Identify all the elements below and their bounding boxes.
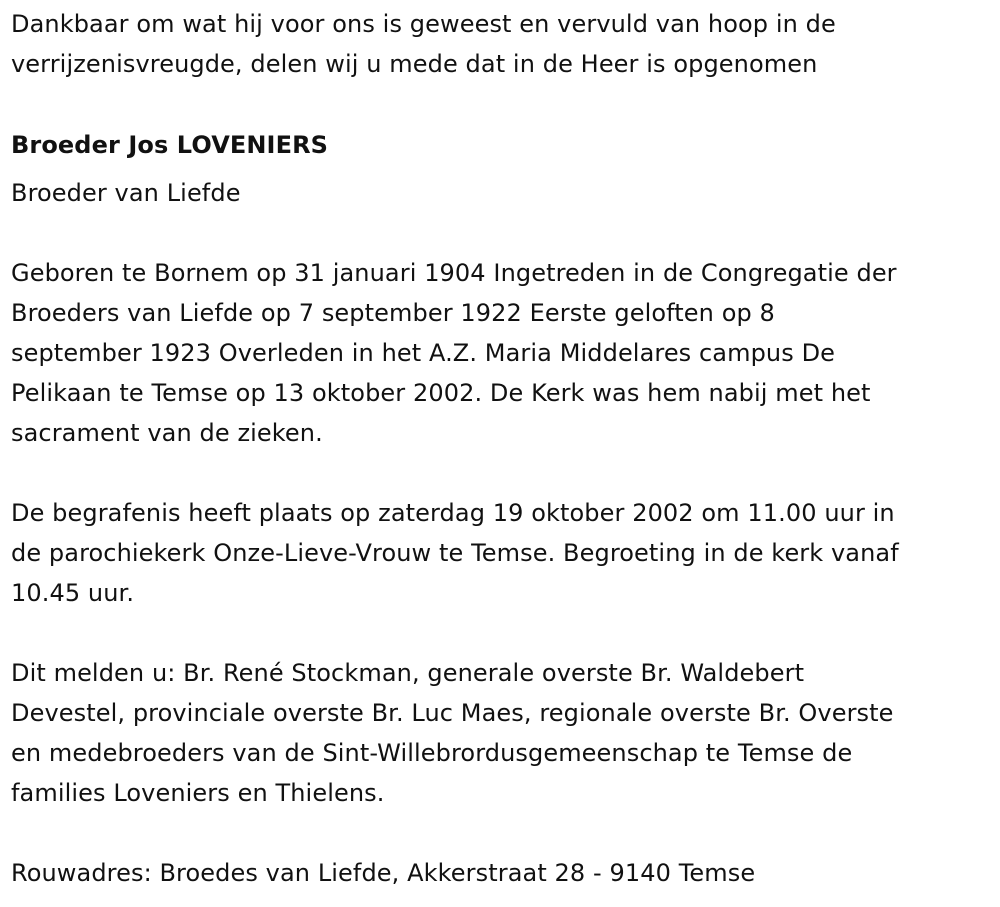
- deceased-title: Broeder van Liefde: [11, 179, 241, 207]
- intro-text: Dankbaar om wat hij voor ons is geweest en vervuld van hoop in de verrijzenisvreugde, delen wij u mede dat in de Heer is opgenomen: [11, 10, 836, 78]
- mourning-address: Rouwadres: Broedes van Liefde, Akkerstraat 28 - 9140 Temse: [11, 859, 756, 887]
- deceased-name: Broeder Jos LOVENIERS: [11, 131, 329, 159]
- announcers-text: Dit melden u: Br. René Stockman, generale overste Br. Waldebert Devestel, provinciale overste Br. Luc Maes, regionale overste Br. Overste en medebroeders van de Sint-Willebrordusgemeenschap te Temse de families Loveniers en Thielens.: [11, 659, 894, 807]
- biography-text: Geboren te Bornem op 31 januari 1904 Ingetreden in de Congregatie der Broeders van Liefde op 7 september 1922 Eerste geloften op 8 september 1923 Overleden in het A.Z. Maria Middelares campus De Pelikaan te Temse op 13 oktober 2002. De Kerk was hem nabij met het sacrament van de zieken.: [11, 259, 897, 447]
- funeral-info: De begrafenis heeft plaats op zaterdag 19 oktober 2002 om 11.00 uur in de parochiekerk Onze-Lieve-Vrouw te Temse. Begroeting in de kerk vanaf 10.45 uur.: [11, 499, 899, 607]
